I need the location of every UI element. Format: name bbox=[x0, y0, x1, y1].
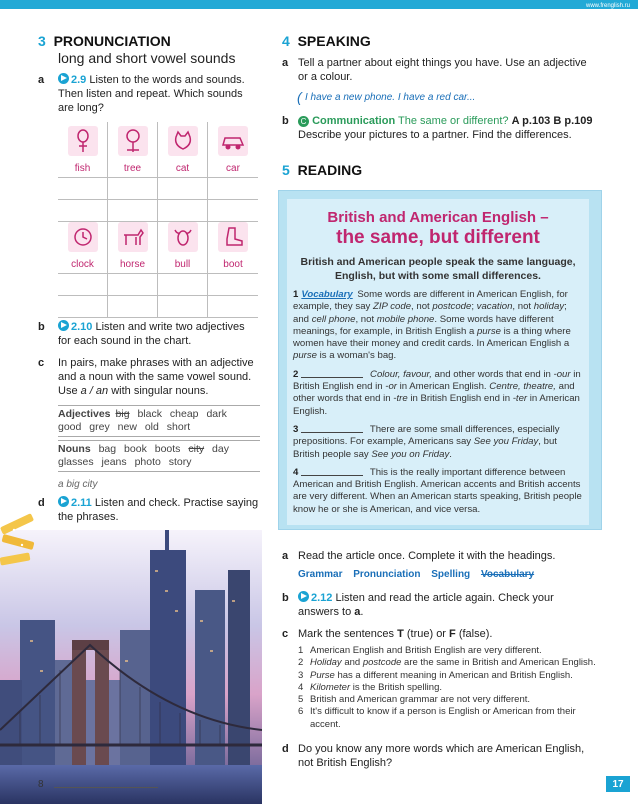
sound-word: bull bbox=[158, 256, 208, 274]
boot-picture bbox=[208, 218, 258, 256]
sentence-emphasis: Holiday bbox=[310, 657, 342, 669]
paragraph-text: ; and bbox=[293, 301, 567, 325]
section-title: READING bbox=[297, 162, 363, 178]
sentence-text: It's difficult to know if a person is English or American from their accent. bbox=[310, 706, 576, 730]
paragraph-emphasis: -our bbox=[553, 368, 571, 380]
item-letter: a bbox=[282, 57, 289, 69]
paragraph-emphasis: purse bbox=[476, 325, 501, 337]
answer-cell[interactable] bbox=[108, 178, 158, 200]
word: glasses bbox=[58, 456, 94, 468]
instruction-text: with singular nouns. bbox=[108, 385, 209, 397]
article-intro: British and American people speak the same language, English, but with some small differences. bbox=[300, 256, 576, 282]
paragraph-text: . Some words have different meanings, for example, in British English a bbox=[293, 313, 554, 337]
section-number: 5 bbox=[282, 162, 290, 178]
exercise-3b bbox=[58, 320, 268, 348]
paragraph-emphasis: Centre, theatre, bbox=[489, 381, 556, 393]
instruction-text: Mark the sentences bbox=[298, 628, 398, 640]
heading-option[interactable]: Pronunciation bbox=[353, 569, 421, 580]
heading-option-used: Vocabulary bbox=[480, 569, 535, 580]
instruction-text: Describe your pictures to a partner. Find the differences. bbox=[298, 129, 572, 141]
vowel-chart-2 bbox=[58, 218, 258, 318]
communication-icon: C bbox=[298, 116, 309, 127]
watermark: www.frenglish.ru bbox=[585, 3, 630, 9]
new-york-skyline-image bbox=[0, 530, 262, 804]
article-paragraph-3 bbox=[293, 424, 583, 461]
sentence-text: are the same in British and American English. bbox=[401, 657, 596, 669]
instruction-text: or a colour. bbox=[298, 71, 353, 83]
paragraph-text: , but British people say bbox=[293, 436, 557, 460]
exercise-5a: Read the article once. Complete it with the headings. bbox=[298, 550, 556, 562]
word: cheap bbox=[169, 408, 199, 420]
paragraph-text: is a woman's bag. bbox=[317, 350, 397, 362]
struck-word: big bbox=[115, 408, 130, 420]
track-number: 2.10 bbox=[71, 321, 93, 333]
section-number: 4 bbox=[282, 33, 290, 49]
instruction-text: Do you know any more words which are American English, bbox=[298, 743, 585, 755]
answer-cell[interactable] bbox=[58, 274, 108, 296]
communication-label: Communication bbox=[312, 115, 396, 127]
page-ref-a[interactable]: A p.103 bbox=[511, 115, 551, 127]
word: boots bbox=[154, 443, 181, 455]
answer-cell[interactable] bbox=[208, 296, 258, 318]
paragraph-number: 3 bbox=[293, 423, 299, 435]
answer-cell[interactable] bbox=[158, 296, 208, 318]
sentence-text: is the British spelling. bbox=[350, 681, 442, 693]
answer-cell[interactable] bbox=[108, 296, 158, 318]
paragraph-text: in British English end in bbox=[407, 393, 513, 405]
word: day bbox=[212, 443, 229, 455]
instruction-text: . bbox=[360, 606, 364, 618]
article-paragraph-4 bbox=[293, 467, 583, 516]
paragraph-emphasis: See you Friday bbox=[473, 436, 539, 448]
word: jeans bbox=[101, 456, 127, 468]
answer-cell[interactable] bbox=[208, 178, 258, 200]
item-letter: d bbox=[282, 743, 289, 755]
item-letter: b bbox=[282, 592, 289, 604]
instruction-text: and a noun with the same vowel sound. bbox=[58, 371, 252, 383]
audio-icon[interactable] bbox=[58, 73, 69, 84]
item-number: 1 bbox=[298, 645, 304, 656]
paragraph-emphasis: vacation bbox=[476, 301, 513, 313]
answer-cell[interactable] bbox=[108, 274, 158, 296]
instruction-text: (false). bbox=[455, 628, 493, 640]
instruction-text: Tell a partner about eight things you have. Use an adjective bbox=[298, 57, 587, 69]
paragraph-emphasis: postcode bbox=[432, 301, 472, 313]
speech-text: I have a new phone. I have a red car... bbox=[305, 92, 476, 103]
paragraph-emphasis: purse bbox=[293, 350, 317, 362]
top-bar bbox=[0, 0, 638, 9]
instruction-text: (true) or bbox=[403, 628, 450, 640]
paragraph-emphasis: -tre bbox=[393, 393, 408, 405]
reading-article bbox=[278, 190, 602, 530]
sentence-text: American English and British English are very different. bbox=[310, 645, 542, 656]
instruction-text: Listen and check. Practise saying bbox=[94, 497, 259, 509]
paragraph-emphasis: See you on Friday bbox=[371, 448, 450, 460]
adjectives-box bbox=[58, 405, 260, 437]
answer-cell[interactable] bbox=[158, 274, 208, 296]
paragraph-text: , not bbox=[512, 301, 534, 313]
track-number: 2.12 bbox=[311, 592, 333, 604]
paragraph-text: is a thing where women have their money and credit cards. In American English a bbox=[293, 325, 571, 350]
article-title-line1: British and American English – bbox=[327, 209, 549, 226]
tree-picture bbox=[108, 122, 158, 160]
list-item bbox=[298, 694, 608, 706]
section-3-heading bbox=[38, 33, 171, 49]
audio-icon[interactable] bbox=[58, 496, 69, 507]
article-paragraph-1 bbox=[293, 289, 583, 363]
heading-blank[interactable] bbox=[301, 432, 363, 433]
item-number: 4 bbox=[298, 681, 304, 693]
instruction-text: In pairs, make phrases with an adjective bbox=[58, 357, 254, 369]
instruction-text: for each sound in the chart. bbox=[58, 335, 192, 347]
heading-option[interactable]: Spelling bbox=[431, 569, 471, 580]
communication-title: The same or different? bbox=[398, 115, 509, 127]
nouns-box bbox=[58, 440, 260, 472]
item-letter: b bbox=[38, 321, 45, 333]
vowel-chart-1 bbox=[58, 122, 258, 222]
sentence-text: has a different meaning in American and British English. bbox=[334, 669, 573, 681]
instruction-text: Listen and write two adjectives bbox=[95, 321, 245, 333]
horse-picture bbox=[108, 218, 158, 256]
section-title: SPEAKING bbox=[297, 33, 371, 49]
fish-picture bbox=[58, 122, 108, 160]
item-letter: b bbox=[282, 115, 289, 127]
exercise-3a bbox=[58, 73, 268, 115]
item-letter: c bbox=[38, 357, 45, 369]
section-subtitle: long and short vowel sounds bbox=[58, 50, 236, 66]
section-4-heading bbox=[282, 33, 371, 49]
sentence-text: and bbox=[341, 657, 363, 669]
sentence-emphasis: Kilometer bbox=[310, 681, 351, 693]
footer-line bbox=[54, 787, 158, 788]
instruction-emphasis: F bbox=[449, 628, 456, 640]
answer-cell[interactable] bbox=[58, 178, 108, 200]
word: bag bbox=[98, 443, 117, 455]
instruction-text: Listen and read the article again. Check your bbox=[335, 592, 554, 604]
sound-word: cat bbox=[158, 160, 208, 178]
article-title-line2: the same, but different bbox=[336, 227, 540, 248]
answer-cell[interactable] bbox=[208, 274, 258, 296]
adjectives-label: Adjectives bbox=[58, 408, 111, 420]
exercise-4a bbox=[298, 56, 608, 84]
paragraph-text: ; bbox=[471, 301, 477, 313]
item-letter: d bbox=[38, 497, 45, 509]
word: book bbox=[124, 443, 147, 455]
bull-picture bbox=[158, 218, 208, 256]
item-number: 5 bbox=[298, 694, 304, 706]
instruction-text: answers to bbox=[298, 606, 355, 618]
sound-word: fish bbox=[58, 160, 108, 178]
sentence-emphasis: postcode bbox=[362, 657, 402, 669]
item-letter: a bbox=[282, 550, 289, 562]
nouns-label: Nouns bbox=[58, 443, 91, 455]
paragraph-emphasis: -or bbox=[385, 381, 397, 393]
paragraph-emphasis: -ter bbox=[512, 393, 528, 405]
paragraph-emphasis: ZIP code bbox=[373, 301, 412, 313]
list-item bbox=[298, 682, 608, 694]
paragraph-text: , not bbox=[411, 301, 433, 313]
instruction-emphasis: T bbox=[397, 628, 404, 640]
fries-image bbox=[0, 500, 38, 580]
instruction-text: not British English? bbox=[298, 757, 393, 769]
word: good bbox=[58, 421, 82, 433]
answer-cell[interactable] bbox=[158, 178, 208, 200]
section-5-heading bbox=[282, 162, 362, 178]
word: story bbox=[168, 456, 192, 468]
word: black bbox=[137, 408, 162, 420]
paragraph-text: Some words are different in American English, for example, they say bbox=[293, 289, 568, 313]
paragraph-heading: Vocabulary bbox=[301, 289, 353, 300]
paragraph-emphasis: Colour, favour, bbox=[370, 368, 432, 380]
paragraph-number: 1 bbox=[293, 289, 299, 300]
clock-picture bbox=[58, 218, 108, 256]
word: old bbox=[144, 421, 159, 433]
paragraph-text: and other words that end in bbox=[293, 381, 575, 405]
answer-cell[interactable] bbox=[58, 296, 108, 318]
instruction-text: the phrases. bbox=[58, 511, 119, 523]
true-false-list bbox=[298, 645, 608, 731]
audio-icon[interactable] bbox=[58, 320, 69, 331]
sound-word: car bbox=[208, 160, 258, 178]
sentence-emphasis: Purse bbox=[310, 669, 335, 681]
word: dark bbox=[206, 408, 227, 420]
paragraph-number: 2 bbox=[293, 368, 299, 380]
word: short bbox=[166, 421, 191, 433]
paragraph-number: 4 bbox=[293, 466, 299, 478]
article-paragraph-2 bbox=[293, 369, 583, 418]
heading-blank[interactable] bbox=[301, 377, 363, 378]
sentence-text: British and American grammar are not very different. bbox=[310, 694, 531, 706]
item-letter: a bbox=[38, 74, 45, 86]
exercise-3c bbox=[58, 356, 273, 398]
paragraph-text: and other words that end in bbox=[431, 368, 554, 380]
list-item bbox=[298, 657, 608, 669]
paragraph-text: in American English. bbox=[293, 393, 580, 417]
exercise-4b bbox=[298, 114, 613, 142]
exercise-3d bbox=[58, 496, 268, 524]
section-number: 3 bbox=[38, 33, 46, 49]
cat-picture bbox=[158, 122, 208, 160]
audio-icon[interactable] bbox=[298, 591, 309, 602]
heading-blank[interactable] bbox=[301, 475, 363, 476]
heading-options bbox=[298, 569, 542, 580]
sound-word: clock bbox=[58, 256, 108, 274]
example-phrase: a big city bbox=[58, 479, 98, 490]
paragraph-text: . bbox=[449, 448, 452, 460]
speech-example bbox=[297, 89, 476, 105]
paragraph-text: , not bbox=[355, 313, 377, 325]
list-item bbox=[298, 706, 608, 731]
sound-word: tree bbox=[108, 160, 158, 178]
item-number: 2 bbox=[298, 657, 304, 669]
item-letter: c bbox=[282, 628, 289, 640]
instruction-text: Listen to the words and sounds. bbox=[89, 74, 245, 86]
sound-word: horse bbox=[108, 256, 158, 274]
item-number: 3 bbox=[298, 669, 304, 681]
paragraph-emphasis: holiday bbox=[533, 301, 565, 313]
word: new bbox=[117, 421, 137, 433]
paragraph-emphasis: cell phone bbox=[311, 313, 356, 325]
speech-bubble-icon: ( bbox=[297, 89, 302, 105]
paragraph-text: in British English end in bbox=[293, 368, 581, 393]
exercise-5c bbox=[298, 627, 608, 641]
word: photo bbox=[134, 456, 161, 468]
page-ref-b[interactable]: B p.109 bbox=[553, 115, 593, 127]
exercise-5d bbox=[298, 742, 608, 770]
list-item bbox=[298, 645, 608, 657]
instruction-text: are long? bbox=[58, 102, 104, 114]
word: grey bbox=[89, 421, 110, 433]
item-number: 6 bbox=[298, 706, 304, 718]
instruction-emphasis: a / an bbox=[80, 385, 109, 397]
instruction-emphasis: a bbox=[354, 606, 361, 618]
page-number-left: 8 bbox=[38, 779, 44, 790]
paragraph-text: in American English. bbox=[397, 381, 490, 393]
page-number-right: 17 bbox=[606, 776, 630, 792]
heading-option[interactable]: Grammar bbox=[298, 569, 343, 580]
track-number: 2.11 bbox=[71, 497, 92, 509]
list-item bbox=[298, 670, 608, 682]
instruction-text: Then listen and repeat. Which sounds bbox=[58, 88, 243, 100]
paragraph-text: There are some small differences, especially prepositions. For example, Americans say bbox=[293, 423, 560, 448]
car-picture bbox=[208, 122, 258, 160]
paragraph-emphasis: mobile phone bbox=[376, 313, 435, 325]
sound-word: boot bbox=[208, 256, 258, 274]
struck-word: city bbox=[188, 443, 205, 455]
track-number: 2.9 bbox=[71, 74, 87, 86]
instruction-text: Use bbox=[58, 385, 81, 397]
exercise-5b bbox=[298, 591, 608, 619]
section-title: PRONUNCIATION bbox=[53, 33, 171, 49]
paragraph-text: This is the really important difference between American and British English. American accents and British accents are very different. When an American starts speaking, British people know he or she is American, and vice versa. bbox=[293, 466, 582, 515]
